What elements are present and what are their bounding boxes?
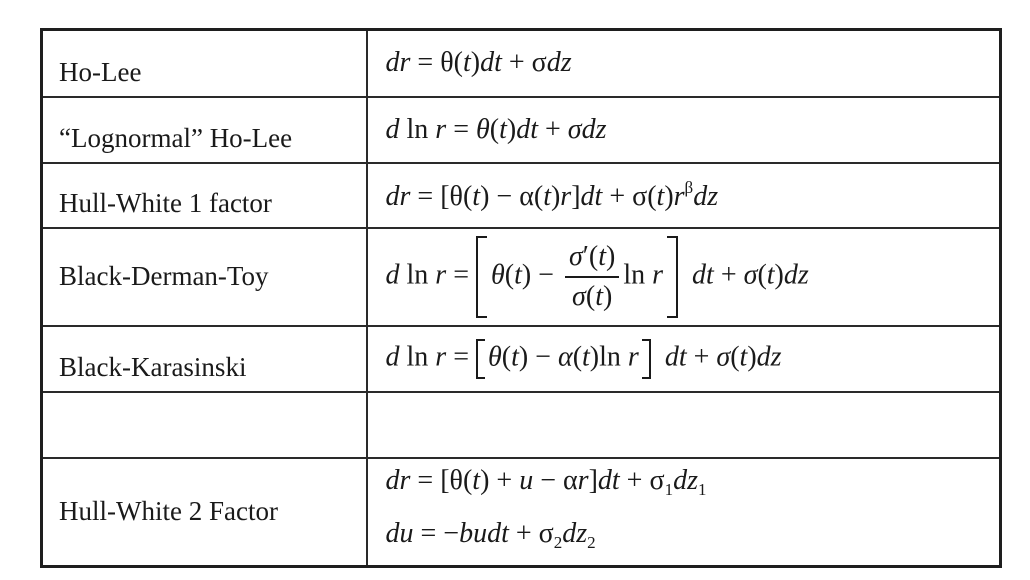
table-row [42, 458, 1001, 567]
model-equation [367, 392, 1001, 458]
models-table [40, 28, 1002, 568]
model-name: Hull-White 2 Factor [42, 458, 367, 567]
model-equation: d ln r = θ(t)dt + σdz [367, 97, 1001, 163]
table-row [42, 392, 1001, 458]
model-name: Hull-White 1 factor [42, 163, 367, 228]
model-equation: d ln r = θ(t) − α(t)ln r dt + σ(t)dz [367, 326, 1001, 392]
table-row [42, 326, 1001, 392]
model-equation [367, 458, 1001, 567]
model-equation: d ln r = θ(t) − $\frac{\sigma'(t)}{\sigma(t)}$ ln r dt + σ(t)dz [367, 228, 1001, 326]
model-name [42, 392, 367, 458]
model-name: “Lognormal” Ho-Lee [42, 97, 367, 163]
model-name: Black-Derman-Toy [42, 228, 367, 326]
table-row [42, 30, 1001, 97]
model-equation: dr = $[\theta(t) - \alpha(t)r]dt + \sigma(t)r^\beta dz$ [367, 163, 1001, 228]
model-equation: dr = θ(t)dt + σdz [367, 30, 1001, 97]
table-row [42, 163, 1001, 228]
model-name: Black-Karasinski [42, 326, 367, 392]
equation-line-2: du = −budt + $\sigma_2dz_2$ [385, 517, 596, 552]
model-name: Ho-Lee [42, 30, 367, 97]
table-row [42, 228, 1001, 326]
table-row [42, 97, 1001, 163]
equation-line-1: dr = $[\theta(t) + u - \alpha r]dt + \sigma_1dz_1$ [385, 464, 707, 499]
